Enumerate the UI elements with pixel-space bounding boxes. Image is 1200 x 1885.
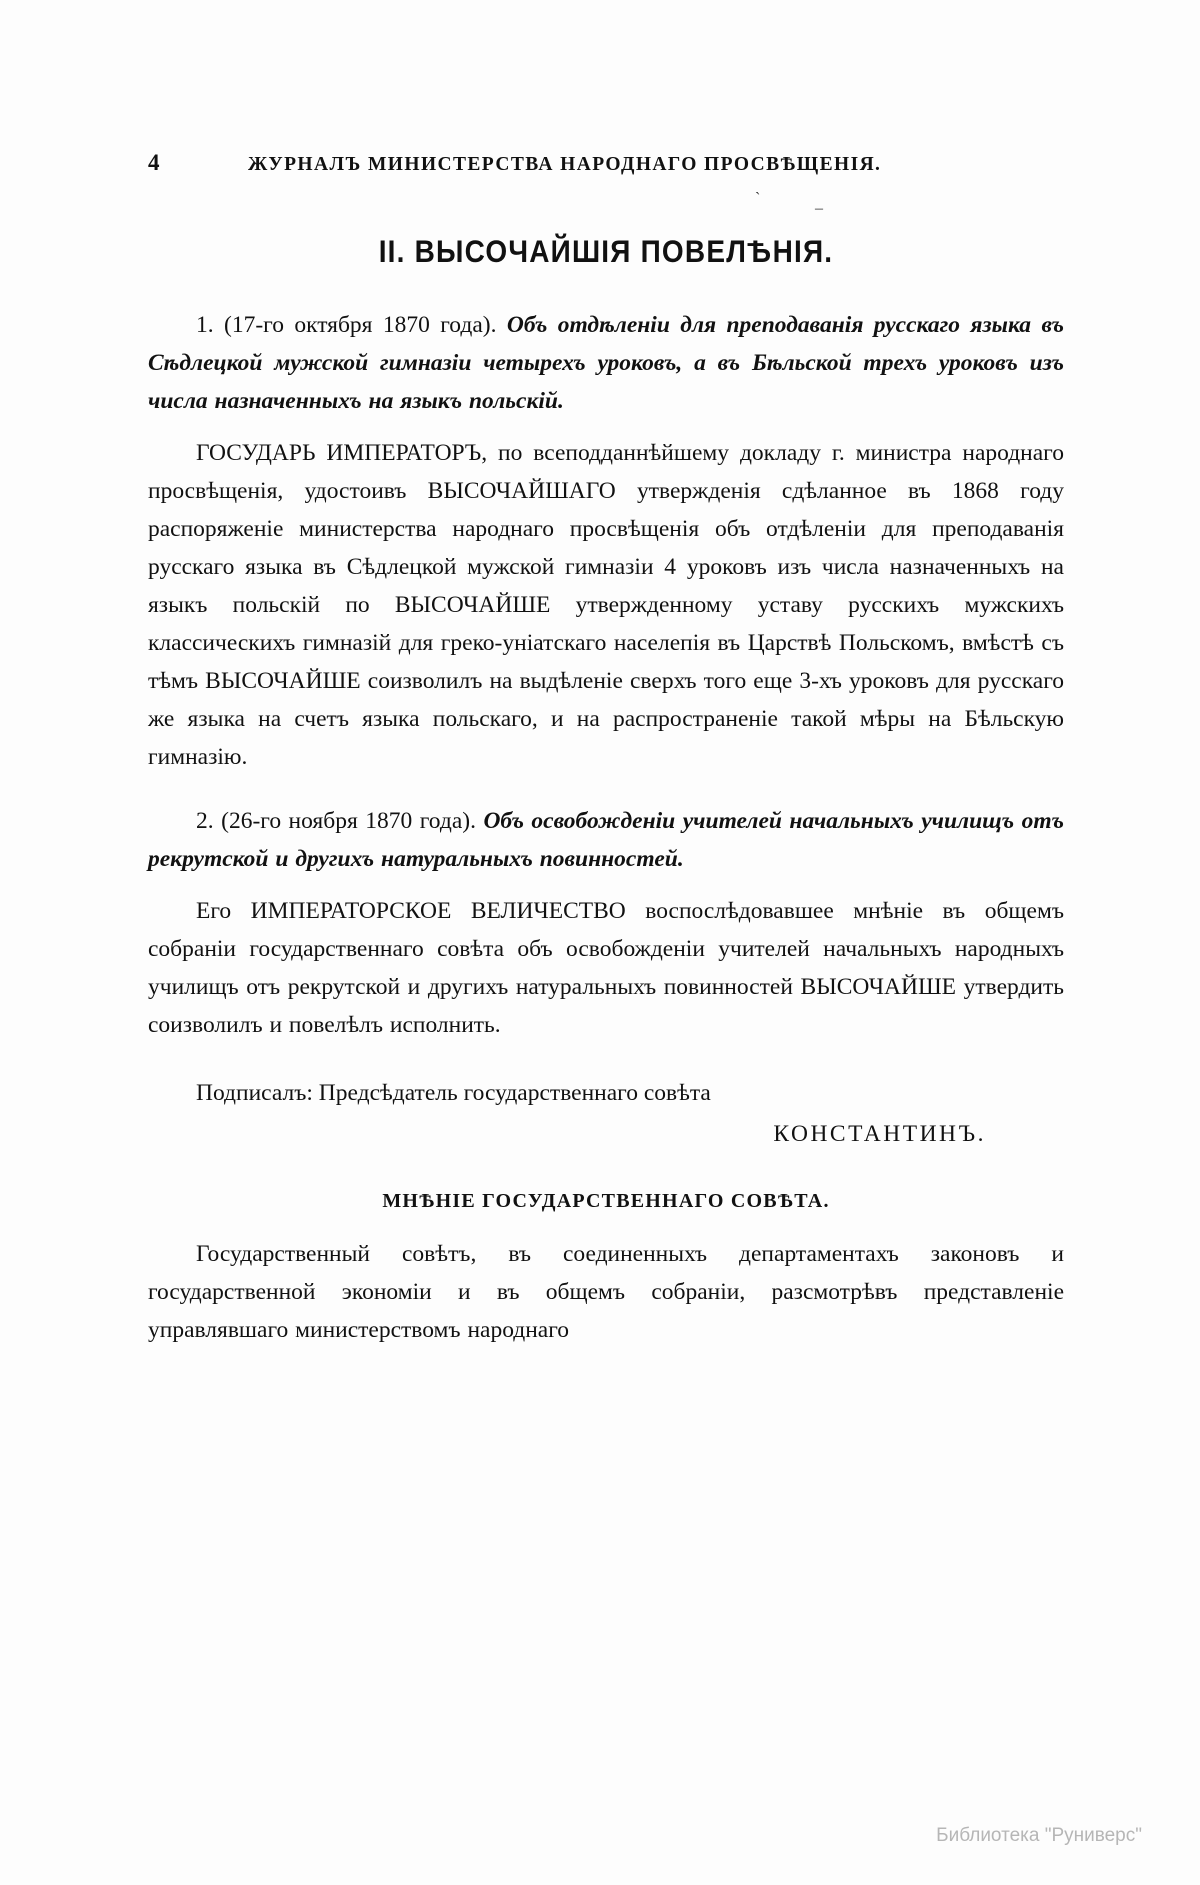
page-number: 4 — [148, 150, 160, 175]
item-1-body: ГОСУДАРЬ ИМПЕРАТОРЪ, по всеподданнѣйшему докладу г. министра народнаго просвѣщенія, удостоивъ ВЫСОЧАЙШАГО утвержденія сдѣланное въ 1868 году распоряженіе министерства народнаго просвѣщенія объ отдѣленіи для преподаванія русскаго языка въ Сѣдлецкой мужской гимназіи 4 уроковъ изъ числа назначенныхъ на языкъ польскій по ВЫСОЧАЙШЕ утвержденному уставу русскихъ мужскихъ классическихъ гимназій для греко-уніатскаго населепія въ Царствѣ Польскомъ, вмѣстѣ съ тѣмъ ВЫСОЧАЙШЕ соизволилъ на выдѣленіе сверхъ того еще 3-хъ уроковъ для русскаго же языка на счетъ языка польскаго, и на распространеніе такой мѣры на Бѣльскую гимназію. — [148, 440, 1064, 770]
signatory-name: КОНСТАНТИНЪ. — [773, 1121, 986, 1147]
ink-mark-right: – — [815, 200, 823, 217]
item-2-number: 2. (26-го ноября 1870 года). — [196, 808, 476, 834]
section-heading: II. ВЫСОЧАЙШІЯ ПОВЕЛѢНІЯ. — [378, 234, 834, 269]
signature-block — [148, 1074, 1064, 1156]
item-2-title — [148, 802, 1064, 878]
running-head — [148, 150, 1064, 176]
item-1-title-text: Объ отдѣленіи для преподаванія русскаго языка въ Сѣдлецкой мужской гимназіи четырехъ уроковъ, а въ Бѣльской трехъ уроковъ изъ числа назначенныхъ на языкъ польскій. — [148, 312, 1065, 414]
signature-line: Подписалъ: Предсѣдатель государственнаго совѣта — [196, 1080, 711, 1106]
journal-title: ЖУРНАЛЪ МИНИСТЕРСТВА НАРОДНАГО ПРОСВѢЩЕНІЯ. — [248, 154, 882, 175]
page-content — [148, 150, 1064, 1375]
subheading-council-opinion: МНѢНІЕ ГОСУДАРСТВЕННАГО СОВѢТА. — [382, 1190, 830, 1212]
item-1-number: 1. (17-го октября 1870 года). — [196, 312, 497, 338]
item-2-body: Его ИМПЕРАТОРСКОЕ ВЕЛИЧЕСТВО воспослѣдовавшее мнѣніе въ общемъ собраніи государственнаго совѣта объ освобожденіи учителей начальныхъ народныхъ училищъ отъ рекрутской и другихъ натуральныхъ повинностей ВЫСОЧАЙШЕ утвердить соизволилъ и повелѣлъ исполнить. — [148, 898, 1064, 1038]
closing-paragraph: Государственный совѣтъ, въ соединенныхъ департаментахъ законовъ и государственной экономіи и въ общемъ собраніи, разсмотрѣвъ представленіе управлявшаго министерствомъ народнаго — [148, 1241, 1064, 1343]
library-watermark: Библиотека "Руниверс" — [936, 1825, 1142, 1846]
item-1-title — [148, 306, 1064, 420]
item-2-title-text: Объ освобожденіи учителей начальныхъ училищъ отъ рекрутской и другихъ натуральныхъ повинностей. — [148, 808, 1065, 872]
ink-mark-left: ` — [755, 190, 761, 207]
